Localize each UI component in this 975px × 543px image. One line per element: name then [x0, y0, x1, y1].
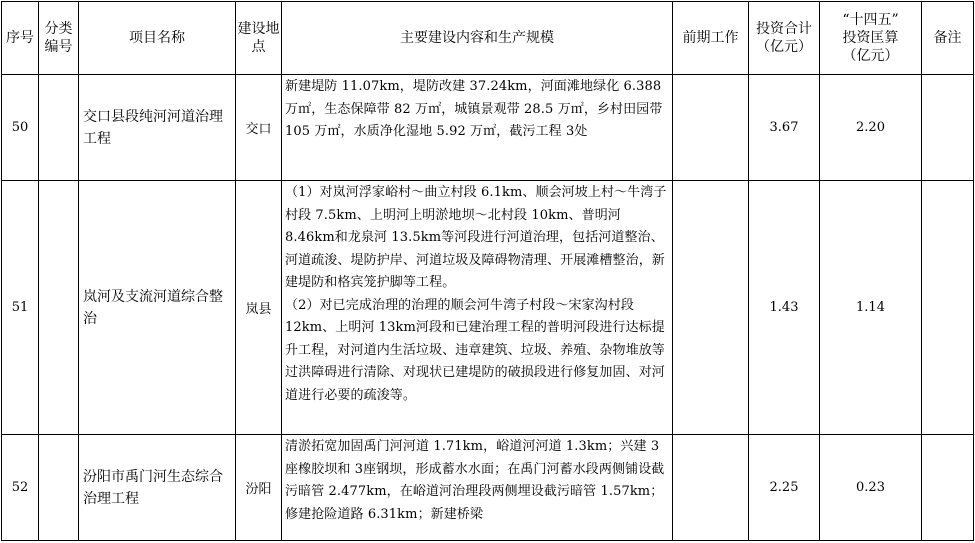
- header-row: [2, 2, 974, 75]
- row-remark: [922, 75, 974, 181]
- row-prework: [673, 181, 749, 435]
- row-remark: [922, 435, 974, 541]
- row-seq: 51: [2, 181, 39, 435]
- row-location: 岚县: [236, 181, 282, 435]
- row-content: [282, 75, 673, 181]
- header-name: 项目名称: [79, 2, 236, 75]
- header-plan: [820, 2, 922, 75]
- content-paragraph: （2）对已完成治理的治理的顺会河牛湾子村段～宋家沟村段 12km、上明河 13km河段和已建治理工程的普明河段进行达标提升工程，对河道内生活垃圾、违章建筑、垃圾、养殖、杂物堆放等过洪障碍进行清除、对现状已建堤防的破损段进行修复加固、对河道进行必要的疏浚等。: [285, 297, 665, 403]
- row-location: 汾阳: [236, 435, 282, 541]
- header-prework: 前期工作: [673, 2, 749, 75]
- project-table: [1, 1, 974, 541]
- row-prework: [673, 435, 749, 541]
- row-seq: 50: [2, 75, 39, 181]
- content-paragraph: 清淤拓宽加固禹门河河道 1.71km，峪道河河道 1.3km；兴建 3座橡胶坝和 3座钢坝，形成蓄水水面；在禹门河蓄水段两侧铺设截污暗管 2.477km，在峪道河治理段两侧埋设截污暗管 1.57km；修建抢险道路 6.31km；新建桥梁: [285, 439, 665, 522]
- header-plan-line3: （亿元）: [842, 48, 899, 64]
- table-row: [2, 181, 974, 435]
- row-seq: 52: [2, 435, 39, 541]
- row-category: [39, 181, 79, 435]
- table-row: [2, 435, 974, 541]
- header-plan-quote: “十四五”: [842, 12, 899, 28]
- content-paragraph: （1）对岚河浮家峪村～曲立村段 6.1km、顺会河坡上村～牛湾子村段 7.5km、上明河上明淤地坝～北村段 10km、普明河 8.46km和龙泉河 13.5km等河段进行河道治理，包括河道整治、河道疏浚、堤防护岸、河道垃圾及障碍物清理、开展滩槽整治，新建堤防和格宾笼护脚等工程。: [285, 185, 667, 290]
- row-plan: 2.20: [820, 75, 922, 181]
- row-plan: 1.14: [820, 181, 922, 435]
- row-name: 汾阳市禹门河生态综合治理工程: [79, 435, 236, 541]
- header-location: 建设地点: [236, 2, 282, 75]
- row-remark: [922, 181, 974, 435]
- header-remark: 备注: [922, 2, 974, 75]
- row-name: 岚河及支流河道综合整治: [79, 181, 236, 435]
- row-name: 交口县段纯河河道治理工程: [79, 75, 236, 181]
- row-content: [282, 435, 673, 541]
- row-category: [39, 435, 79, 541]
- header-investment: 投资合计（亿元）: [749, 2, 820, 75]
- row-content: [282, 181, 673, 435]
- content-paragraph: 新建堤防 11.07km，堤防改建 37.24km，河面滩地绿化 6.388万㎡，生态保障带 82 万㎡，城镇景观带 28.5 万㎡，乡村田园带 105 万㎡，水质净化湿地 5.92 万㎡，截污工程 3处: [285, 79, 663, 139]
- row-investment: 1.43: [749, 181, 820, 435]
- row-plan: 0.23: [820, 435, 922, 541]
- header-category: 分类编号: [39, 2, 79, 75]
- table-row: [2, 75, 974, 181]
- row-location: 交口: [236, 75, 282, 181]
- row-investment: 3.67: [749, 75, 820, 181]
- row-category: [39, 75, 79, 181]
- header-content: 主要建设内容和生产规模: [282, 2, 673, 75]
- row-prework: [673, 75, 749, 181]
- row-investment: 2.25: [749, 435, 820, 541]
- header-seq: 序号: [2, 2, 39, 75]
- header-plan-line2: 投资匡算: [842, 30, 899, 46]
